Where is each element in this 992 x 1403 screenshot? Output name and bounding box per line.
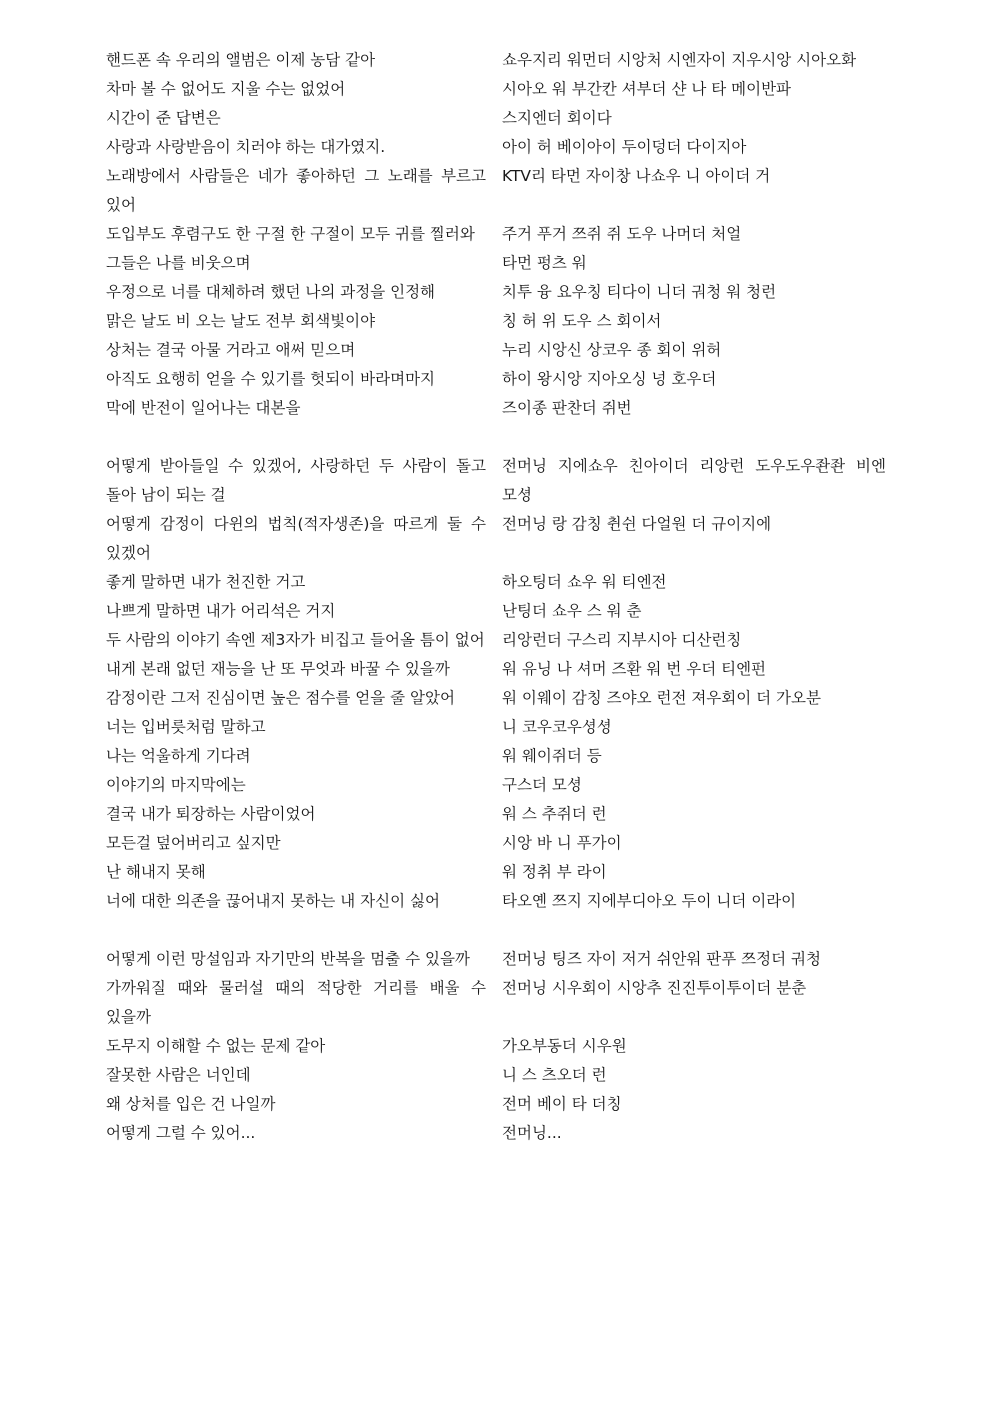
korean-lyric: 잘못한 사람은 너인데 [106, 1066, 251, 1084]
korean-lyric: 두 사람의 이야기 속엔 제3자가 비집고 들어올 틈이 없어 [106, 631, 485, 649]
lyric-row [106, 655, 886, 684]
pronunciation-lyric: 니 스 츠오더 런 [502, 1066, 607, 1084]
pronunciation-lyric: 즈이종 판찬더 쥐번 [502, 399, 632, 417]
korean-lyric: 도입부도 후렴구도 한 구절 한 구절이 모두 귀를 찔러와 [106, 225, 475, 243]
pronunciation-lyric: 전머닝... [502, 1124, 562, 1142]
korean-lyric: 너에 대한 의존을 끊어내지 못하는 내 자신이 싫어 [106, 892, 440, 910]
pronunciation-lyric: 구스더 모셩 [502, 776, 582, 794]
lyric-row [106, 1032, 886, 1061]
stanza-spacer [106, 423, 886, 452]
lyric-row [106, 800, 886, 829]
pronunciation-lyric: 하이 왕시앙 지아오싱 넝 호우더 [502, 370, 717, 388]
korean-lyric: 왜 상처를 입은 건 나일까 [106, 1095, 276, 1113]
lyric-row [106, 452, 886, 510]
korean-lyric: 도무지 이해할 수 없는 문제 같아 [106, 1037, 326, 1055]
lyric-row [106, 742, 886, 771]
pronunciation-lyric: 전머닝 랑 감칭 췬쉰 다얼원 더 규이지에 [502, 515, 772, 533]
pronunciation-lyric: 전머닝 팅즈 자이 저거 쉬안워 판푸 쯔정더 궈청 [502, 950, 821, 968]
lyric-row [106, 46, 886, 75]
korean-lyric: 막에 반전이 일어나는 대본을 [106, 399, 301, 417]
korean-lyric: 내게 본래 없던 재능을 난 또 무엇과 바꿀 수 있을까 [106, 660, 450, 678]
pronunciation-lyric: 아이 허 베이아이 두이덩더 다이지아 [502, 138, 747, 156]
korean-lyric: 너는 입버릇처럼 말하고 [106, 718, 266, 736]
korean-lyric: 어떻게 그럴 수 있어... [106, 1124, 256, 1142]
pronunciation-lyric: 하오팅더 쇼우 워 티엔전 [502, 573, 667, 591]
korean-lyric: 감정이란 그저 진심이면 높은 점수를 얻을 줄 알았어 [106, 689, 455, 707]
pronunciation-lyric: 타먼 펑츠 워 [502, 254, 587, 272]
pronunciation-lyric: 시아오 워 부간칸 셔부더 샨 나 타 메이반파 [502, 80, 792, 98]
korean-lyric: 맑은 날도 비 오는 날도 전부 회색빛이야 [106, 312, 376, 330]
korean-lyric: 사랑과 사랑받음이 치러야 하는 대가였지. [106, 138, 386, 156]
pronunciation-lyric: 리앙런더 구스리 지부시아 디산런칭 [502, 631, 742, 649]
lyric-row [106, 1119, 886, 1148]
lyric-row [106, 829, 886, 858]
pronunciation-lyric: 워 스 추쥐더 런 [502, 805, 607, 823]
pronunciation-lyric: 워 유닝 나 셔머 즈환 워 번 우더 티엔펀 [502, 660, 767, 678]
lyric-row [106, 249, 886, 278]
stanza-spacer [106, 916, 886, 945]
korean-lyric: 나는 억울하게 기다려 [106, 747, 251, 765]
korean-lyric: 이야기의 마지막에는 [106, 776, 246, 794]
lyric-row [106, 771, 886, 800]
korean-lyric: 우정으로 너를 대체하려 했던 나의 과정을 인정해 [106, 283, 436, 301]
lyric-row [106, 336, 886, 365]
lyric-row [106, 365, 886, 394]
lyrics-table [106, 46, 886, 1148]
lyric-row [106, 278, 886, 307]
lyric-row [106, 1090, 886, 1119]
pronunciation-lyric: 쇼우지리 워먼더 시앙처 시엔자이 지우시앙 시아오화 [502, 51, 857, 69]
lyric-row [106, 713, 886, 742]
korean-lyric: 좋게 말하면 내가 천진한 거고 [106, 573, 306, 591]
lyric-row [106, 945, 886, 974]
lyric-row [106, 1061, 886, 1090]
lyric-row [106, 75, 886, 104]
lyric-row [106, 568, 886, 597]
pronunciation-lyric: 난팅더 쇼우 스 워 춘 [502, 602, 642, 620]
pronunciation-lyric: 시앙 바 니 푸가이 [502, 834, 622, 852]
pronunciation-lyric: 워 이웨이 감칭 즈야오 런전 져우회이 더 가오분 [502, 689, 821, 707]
pronunciation-lyric: 스지엔더 회이다 [502, 109, 612, 127]
lyric-row [106, 220, 886, 249]
korean-lyric: 아직도 요행히 얻을 수 있기를 헛되이 바라며마지 [106, 370, 436, 388]
lyric-row [106, 133, 886, 162]
pronunciation-lyric: 치투 융 요우칭 티다이 니더 궈청 워 청런 [502, 283, 777, 301]
pronunciation-lyric: 워 정취 부 라이 [502, 863, 607, 881]
korean-lyric: 차마 볼 수 없어도 지울 수는 없었어 [106, 80, 346, 98]
lyric-row [106, 307, 886, 336]
korean-lyric: 어떻게 받아들일 수 있겠어, 사랑하던 두 사람이 돌고 돌아 남이 되는 걸 [106, 457, 486, 504]
lyric-row [106, 858, 886, 887]
lyric-row [106, 510, 886, 568]
korean-lyric: 가까워질 때와 물러설 때의 적당한 거리를 배울 수 있을까 [106, 979, 486, 1026]
korean-lyric: 시간이 준 답변은 [106, 109, 221, 127]
pronunciation-lyric: 전머닝 지에쇼우 친아이더 리앙런 도우도우좐좐 비엔 모셩 [502, 457, 886, 504]
pronunciation-lyric: 가오부동더 시우원 [502, 1037, 627, 1055]
lyric-row [106, 394, 886, 423]
korean-lyric: 어떻게 이런 망설임과 자기만의 반복을 멈출 수 있을까 [106, 950, 470, 968]
lyric-row [106, 162, 886, 220]
pronunciation-lyric: 누리 시앙신 상코우 종 회이 위허 [502, 341, 722, 359]
lyric-row [106, 684, 886, 713]
korean-lyric: 나쁘게 말하면 내가 어리석은 거지 [106, 602, 336, 620]
pronunciation-lyric: 타오옌 쯔지 지에부디아오 두이 니더 이라이 [502, 892, 797, 910]
pronunciation-lyric: 주거 푸거 쯔쥐 쥐 도우 나머더 처얼 [502, 225, 742, 243]
lyric-row [106, 887, 886, 916]
lyric-row [106, 626, 886, 655]
lyric-row [106, 597, 886, 626]
pronunciation-lyric: 전머닝 시우회이 시앙추 진진투이투이더 분춘 [502, 979, 807, 997]
pronunciation-lyric: KTV리 타먼 자이창 나쇼우 니 아이더 거 [502, 167, 771, 185]
korean-lyric: 결국 내가 퇴장하는 사람이었어 [106, 805, 316, 823]
korean-lyric: 난 해내지 못해 [106, 863, 206, 881]
korean-lyric: 그들은 나를 비웃으며 [106, 254, 251, 272]
pronunciation-lyric: 워 웨이쥐더 등 [502, 747, 602, 765]
korean-lyric: 핸드폰 속 우리의 앨범은 이제 농담 같아 [106, 51, 376, 69]
korean-lyric: 모든걸 덮어버리고 싶지만 [106, 834, 281, 852]
korean-lyric: 노래방에서 사람들은 네가 좋아하던 그 노래를 부르고 있어 [106, 167, 486, 214]
lyric-row [106, 974, 886, 1032]
pronunciation-lyric: 칭 허 위 도우 스 회이서 [502, 312, 662, 330]
pronunciation-lyric: 전머 베이 타 더칭 [502, 1095, 622, 1113]
korean-lyric: 상처는 결국 아물 거라고 애써 믿으며 [106, 341, 356, 359]
korean-lyric: 어떻게 감정이 다윈의 법칙(적자생존)을 따르게 둘 수 있겠어 [106, 515, 486, 562]
lyric-row [106, 104, 886, 133]
pronunciation-lyric: 니 코우코우셩셩 [502, 718, 612, 736]
